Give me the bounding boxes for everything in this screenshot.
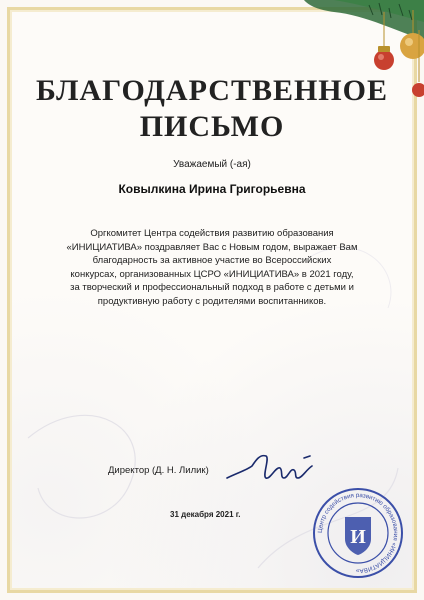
- recipient-name: Ковылкина Ирина Григорьевна: [118, 182, 306, 196]
- seal-center-mark: И: [350, 526, 366, 548]
- letter-body: [50, 227, 374, 308]
- letter-title-line-1: БЛАГОДАРСТВЕННОЕ: [36, 74, 388, 107]
- official-seal-icon: [312, 487, 404, 579]
- body-line: за творческий и профессиональный подход в работе с детьми и: [70, 282, 354, 293]
- handwritten-signature-icon: [222, 448, 322, 488]
- body-line: конкурсах, организованных ЦСРО «ИНИЦИАТИВА» в 2021 году,: [70, 268, 354, 280]
- letter-date: 31 декабря 2021 г.: [170, 510, 241, 519]
- body-line: Оргкомитет Центра содействия развитию образования: [90, 228, 334, 239]
- letter-title-line-2: ПИСЬМО: [139, 110, 285, 143]
- greeting: Уважаемый (-ая): [173, 159, 251, 170]
- signatory: Директор (Д. Н. Лилик): [108, 465, 209, 476]
- body-line: «ИНИЦИАТИВА» поздравляет Вас с Новым годом, выражает Вам: [66, 241, 358, 253]
- seal-ring-text: Центр содействия развитию образования «ИНИЦИАТИВА»: [316, 491, 400, 575]
- body-line: благодарность за активное участие во Всероссийских: [92, 255, 332, 266]
- body-line: продуктивную работу с родителями воспитанников.: [97, 295, 327, 307]
